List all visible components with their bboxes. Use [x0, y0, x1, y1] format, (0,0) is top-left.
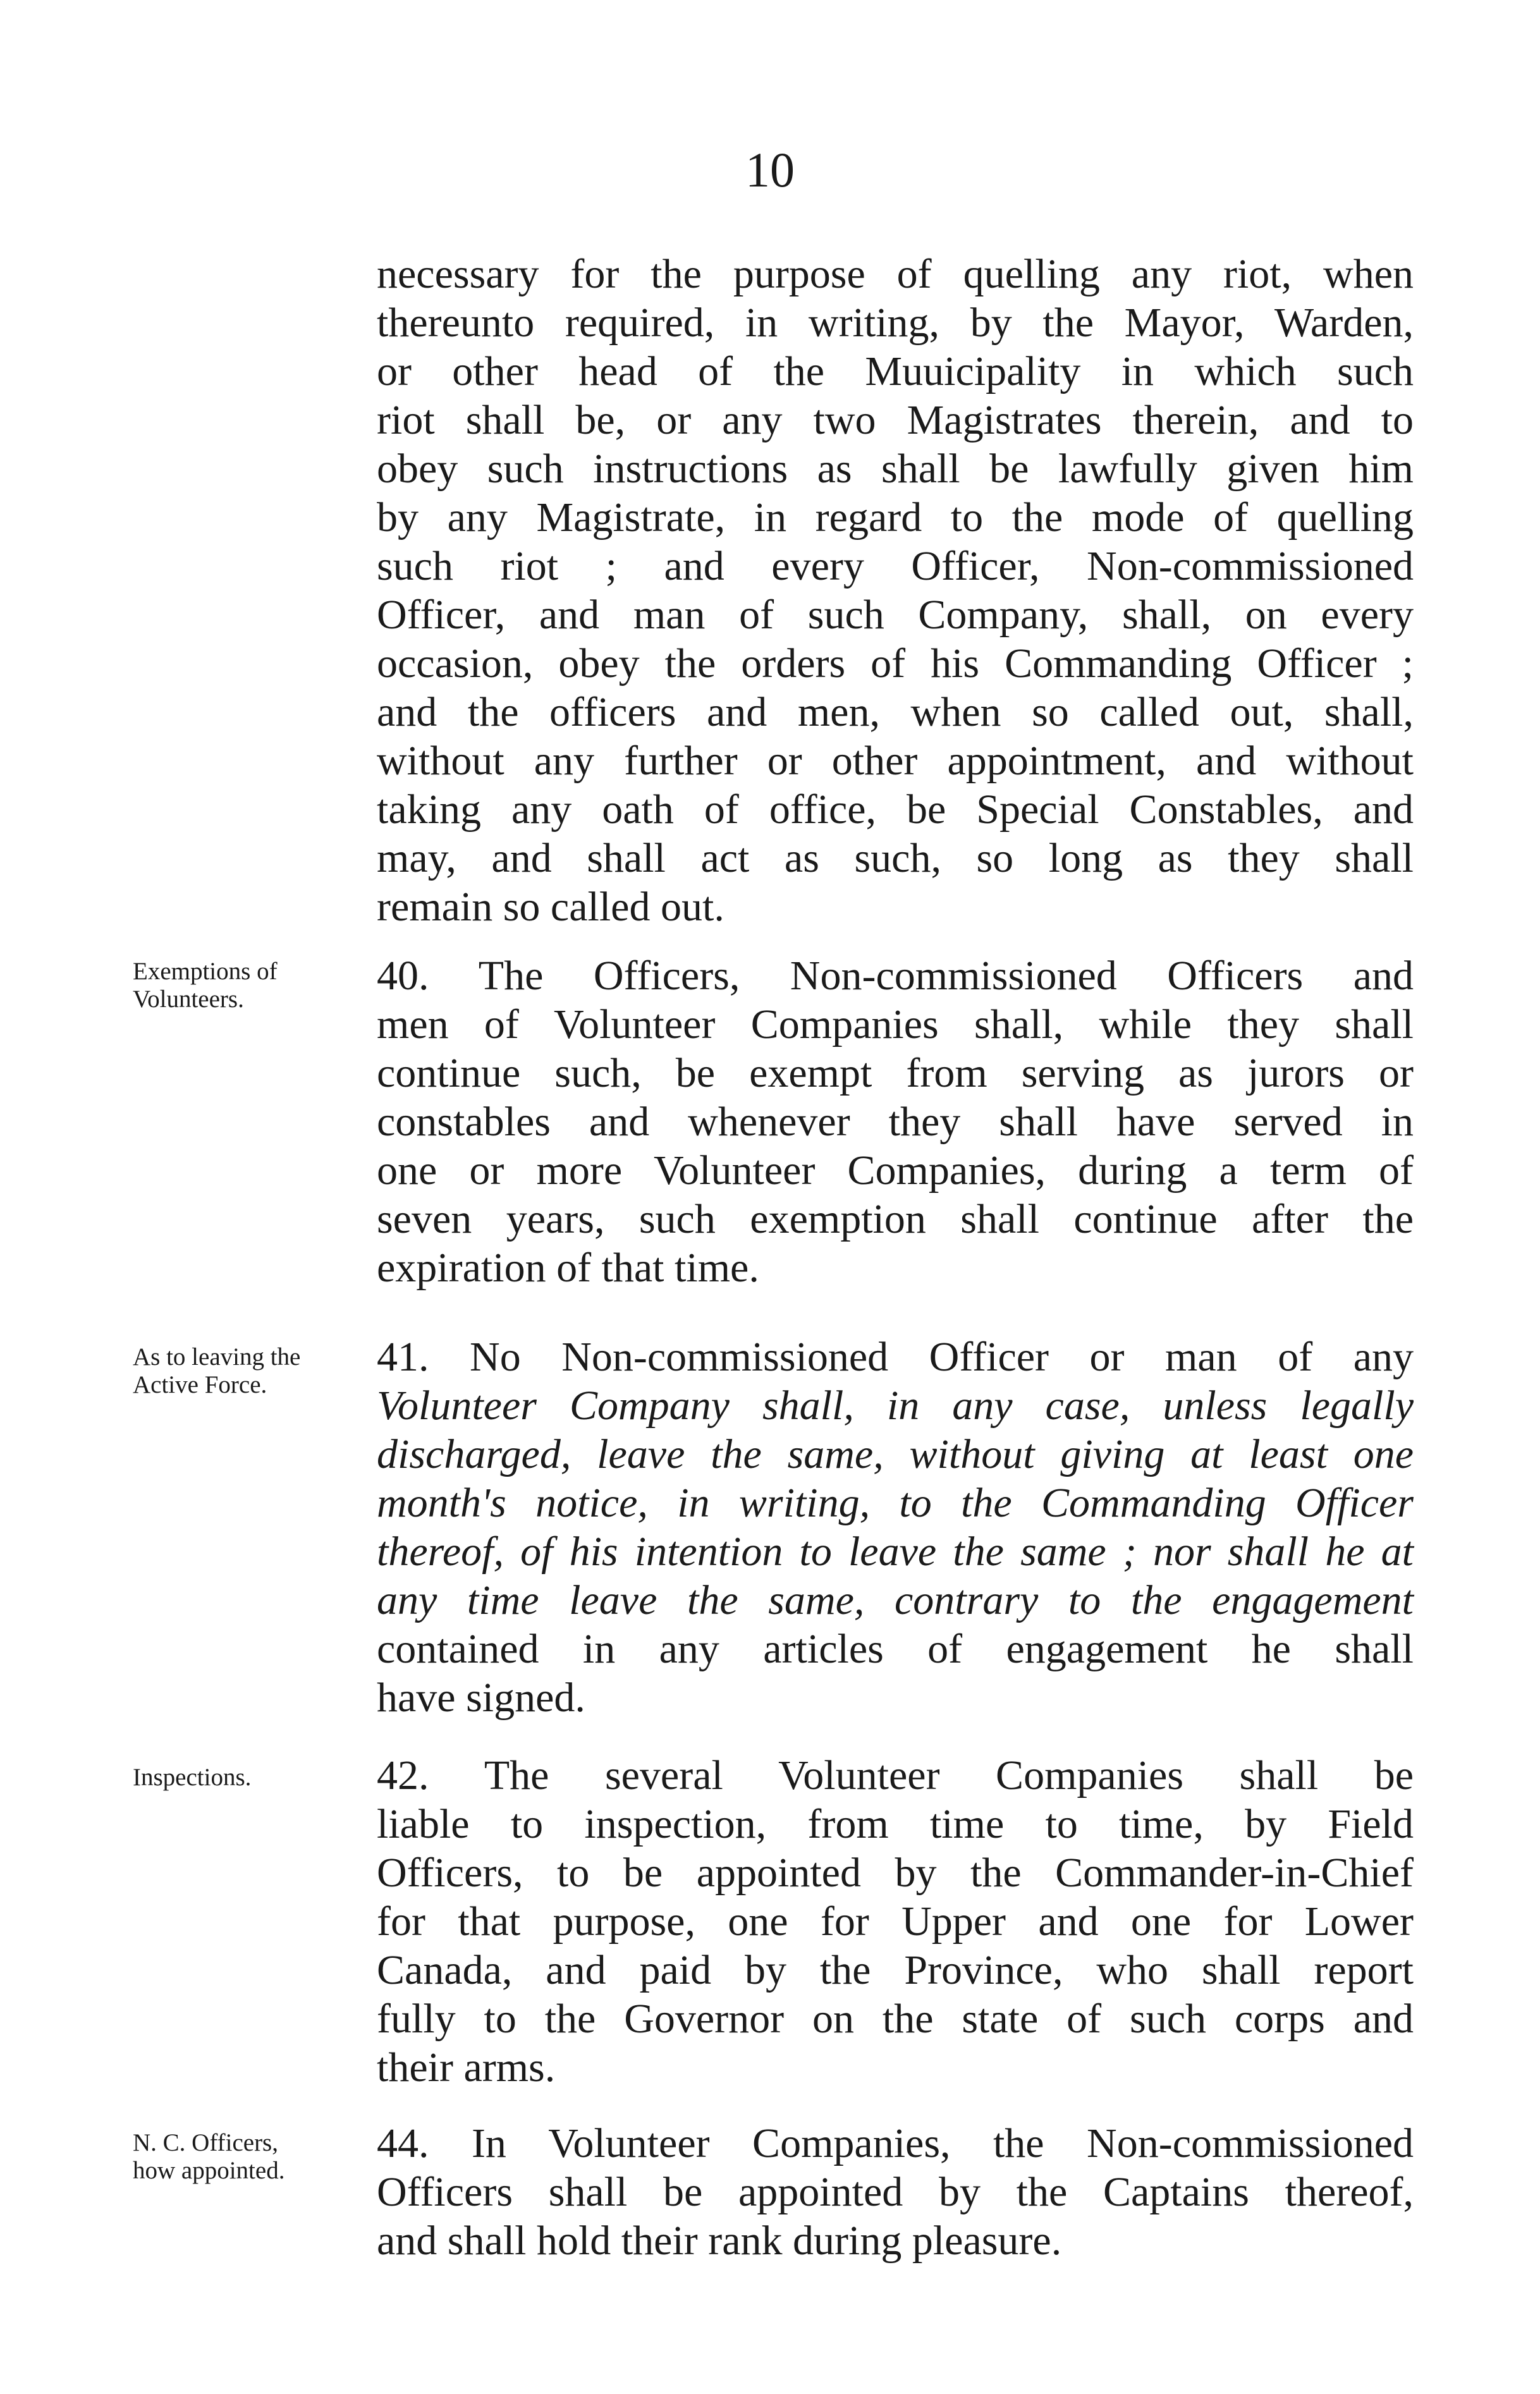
text-line: obey such instructions as shall be lawfully given him [377, 446, 1414, 492]
text-line: for that purpose, one for Upper and one for Lower [377, 1898, 1414, 1945]
margin-note-line: Inspections. [133, 1764, 252, 1791]
text-line: 41. No Non-commissioned Officer or man of any [377, 1334, 1414, 1380]
margin-note-line: Exemptions of [133, 958, 278, 985]
text-line: their arms. [377, 2044, 556, 2091]
text-line: have signed. [377, 1675, 585, 1721]
margin-note-line: how appointed. [133, 2157, 285, 2184]
text-line: taking any oath of office, be Special Constables, and [377, 786, 1414, 833]
text-line: riot shall be, or any two Magistrates therein, and to [377, 397, 1414, 443]
text-line: month's notice, in writing, to the Commanding Officer [377, 1480, 1414, 1526]
margin-note-line: N. C. Officers, [133, 2129, 278, 2156]
text-line: thereof, of his intention to leave the same ; nor shall he at [377, 1529, 1414, 1575]
section-40 [377, 951, 1414, 1292]
text-line: liable to inspection, from time to time, by Field [377, 1801, 1414, 1847]
text-line: or other head of the Muuicipality in which such [377, 348, 1414, 394]
text-line: 40. The Officers, Non-commissioned Officers and [377, 953, 1414, 999]
page-number: 10 [745, 142, 795, 197]
text-line: Volunteer Company shall, in any case, unless legally [377, 1383, 1414, 1429]
text-line: such riot ; and every Officer, Non-commissioned [377, 543, 1414, 589]
text-line: constables and whenever they shall have served in [377, 1099, 1414, 1145]
margin-note-leaving-active-force [133, 1343, 367, 1399]
continuation-paragraph [377, 250, 1414, 931]
section-42 [377, 1751, 1414, 2092]
margin-note-exemptions [133, 958, 367, 1013]
text-line: Officers shall be appointed by the Captains thereof, [377, 2169, 1414, 2215]
text-line: and the officers and men, when so called out, shall, [377, 689, 1414, 735]
text-line: and shall hold their rank during pleasure. [377, 2218, 1062, 2264]
margin-note-nc-officers [133, 2129, 367, 2185]
text-line: Canada, and paid by the Province, who shall report [377, 1947, 1414, 1993]
text-line: occasion, obey the orders of his Commanding Officer ; [377, 640, 1414, 687]
text-line: 44. In Volunteer Companies, the Non-commissioned [377, 2120, 1414, 2166]
text-line: continue such, be exempt from serving as jurors or [377, 1050, 1414, 1096]
text-line: remain so called out. [377, 884, 724, 930]
margin-note-line: As to leaving the [133, 1343, 301, 1371]
section-44 [377, 2119, 1414, 2265]
text-line: fully to the Governor on the state of such corps and [377, 1996, 1414, 2042]
text-line: any time leave the same, contrary to the engagement [377, 1577, 1414, 1623]
text-line: Officer, and man of such Company, shall, on every [377, 592, 1414, 638]
margin-note-inspections [133, 1764, 367, 1792]
text-line: necessary for the purpose of quelling any riot, when [377, 251, 1414, 297]
margin-note-line: Active Force. [133, 1371, 267, 1398]
text-line: discharged, leave the same, without giving at least one [377, 1431, 1414, 1477]
text-line: one or more Volunteer Companies, during a term of [377, 1147, 1414, 1194]
text-line: thereunto required, in writing, by the Mayor, Warden, [377, 300, 1414, 346]
margin-note-line: Volunteers. [133, 986, 244, 1013]
section-41 [377, 1333, 1414, 1722]
text-line: men of Volunteer Companies shall, while they shall [377, 1001, 1414, 1047]
text-line: without any further or other appointment, and without [377, 738, 1414, 784]
text-line: 42. The several Volunteer Companies shall be [377, 1752, 1414, 1799]
text-line: may, and shall act as such, so long as they shall [377, 835, 1414, 881]
text-line: Officers, to be appointed by the Commander-in-Chief [377, 1850, 1414, 1896]
text-line: expiration of that time. [377, 1245, 759, 1291]
text-line: by any Magistrate, in regard to the mode of quelling [377, 494, 1414, 540]
text-line: seven years, such exemption shall continue after the [377, 1196, 1414, 1242]
text-line: contained in any articles of engagement he shall [377, 1626, 1414, 1672]
